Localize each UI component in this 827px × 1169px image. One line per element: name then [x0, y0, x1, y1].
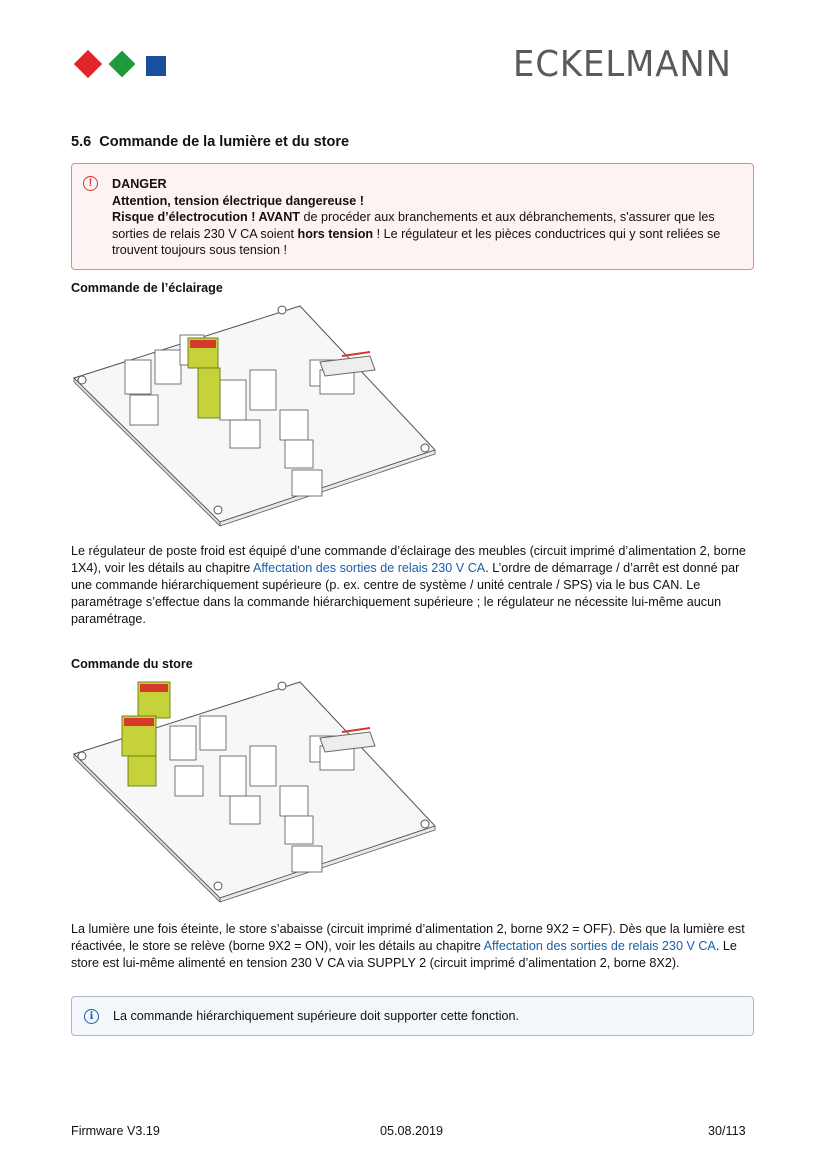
info-icon: i [84, 1009, 99, 1024]
pcb-figure-blind [70, 676, 440, 904]
lighting-heading: Commande de l’éclairage [71, 281, 223, 295]
danger-headline: Attention, tension électrique dangereuse ! [112, 193, 364, 208]
section-number: 5.6 [71, 134, 92, 150]
danger-text-2: ! Le régulateur et les pièces conductrices qui y sont reliées se trouvent toujours sous tension ! [112, 226, 721, 258]
info-box [71, 996, 754, 1036]
section-title [71, 134, 349, 150]
logo-green-diamond [109, 51, 136, 78]
section-title-text: Commande de la lumière et du store [99, 134, 350, 150]
footer-firmware: Firmware V3.19 [71, 1124, 160, 1138]
blind-link[interactable]: Affectation des sorties de relais 230 V CA [483, 939, 716, 953]
footer-page-number: 30/113 [708, 1124, 746, 1138]
warning-icon: ! [83, 176, 98, 191]
danger-bold-1: Risque d’électrocution ! AVANT [112, 210, 300, 225]
blind-heading: Commande du store [71, 657, 193, 671]
danger-body [112, 209, 742, 259]
logo-blue-square [146, 56, 166, 76]
info-text: La commande hiérarchiquement supérieure doit supporter cette fonction. [113, 1009, 520, 1023]
logo-red-diamond [74, 50, 102, 78]
lighting-text-2: . L’ordre de démarrage / d’arrêt est donné par une commande hiérarchiquement supérieure (p. ex. centre de système / unité centrale / SPS) via le bus CAN. Le paramétrage s’effectue dans la commande hiérarchiquement supérieure ; le régulateur ne nécessite lui-même aucun paramétrage. [71, 561, 740, 626]
danger-box [71, 163, 754, 270]
blind-text-1: La lumière une fois éteinte, le store s’abaisse (circuit imprimé d’alimentation 2, borne 9X2 = OFF). Dès que la lumière est réactivée, le store se relève (borne 9X2 = ON), voir les détails au chapitre [71, 922, 745, 953]
danger-label: DANGER [112, 177, 167, 191]
danger-bold-2: hors tension [297, 226, 374, 241]
lighting-link[interactable]: Affectation des sorties de relais 230 V CA [253, 561, 486, 575]
footer-date: 05.08.2019 [380, 1124, 444, 1138]
lighting-paragraph [71, 543, 757, 628]
blind-paragraph [71, 921, 757, 972]
danger-text-1: de procéder aux branchements et aux débranchements, s'assurer que les sorties de relais 230 V CA soient [112, 210, 715, 241]
pcb-figure-lighting [70, 300, 440, 528]
brand-name: ECKELMANN [513, 44, 732, 85]
lighting-text-1: Le régulateur de poste froid est équipé d’une commande d’éclairage des meubles (circuit imprimé d’alimentation 2, borne 1X4), voir les détails au chapitre [71, 544, 746, 575]
blind-text-2: . Le store est lui-même alimenté en tension 230 V CA via SUPPLY 2 (circuit imprimé d’alimentation 2, borne 8X2). [71, 939, 737, 970]
